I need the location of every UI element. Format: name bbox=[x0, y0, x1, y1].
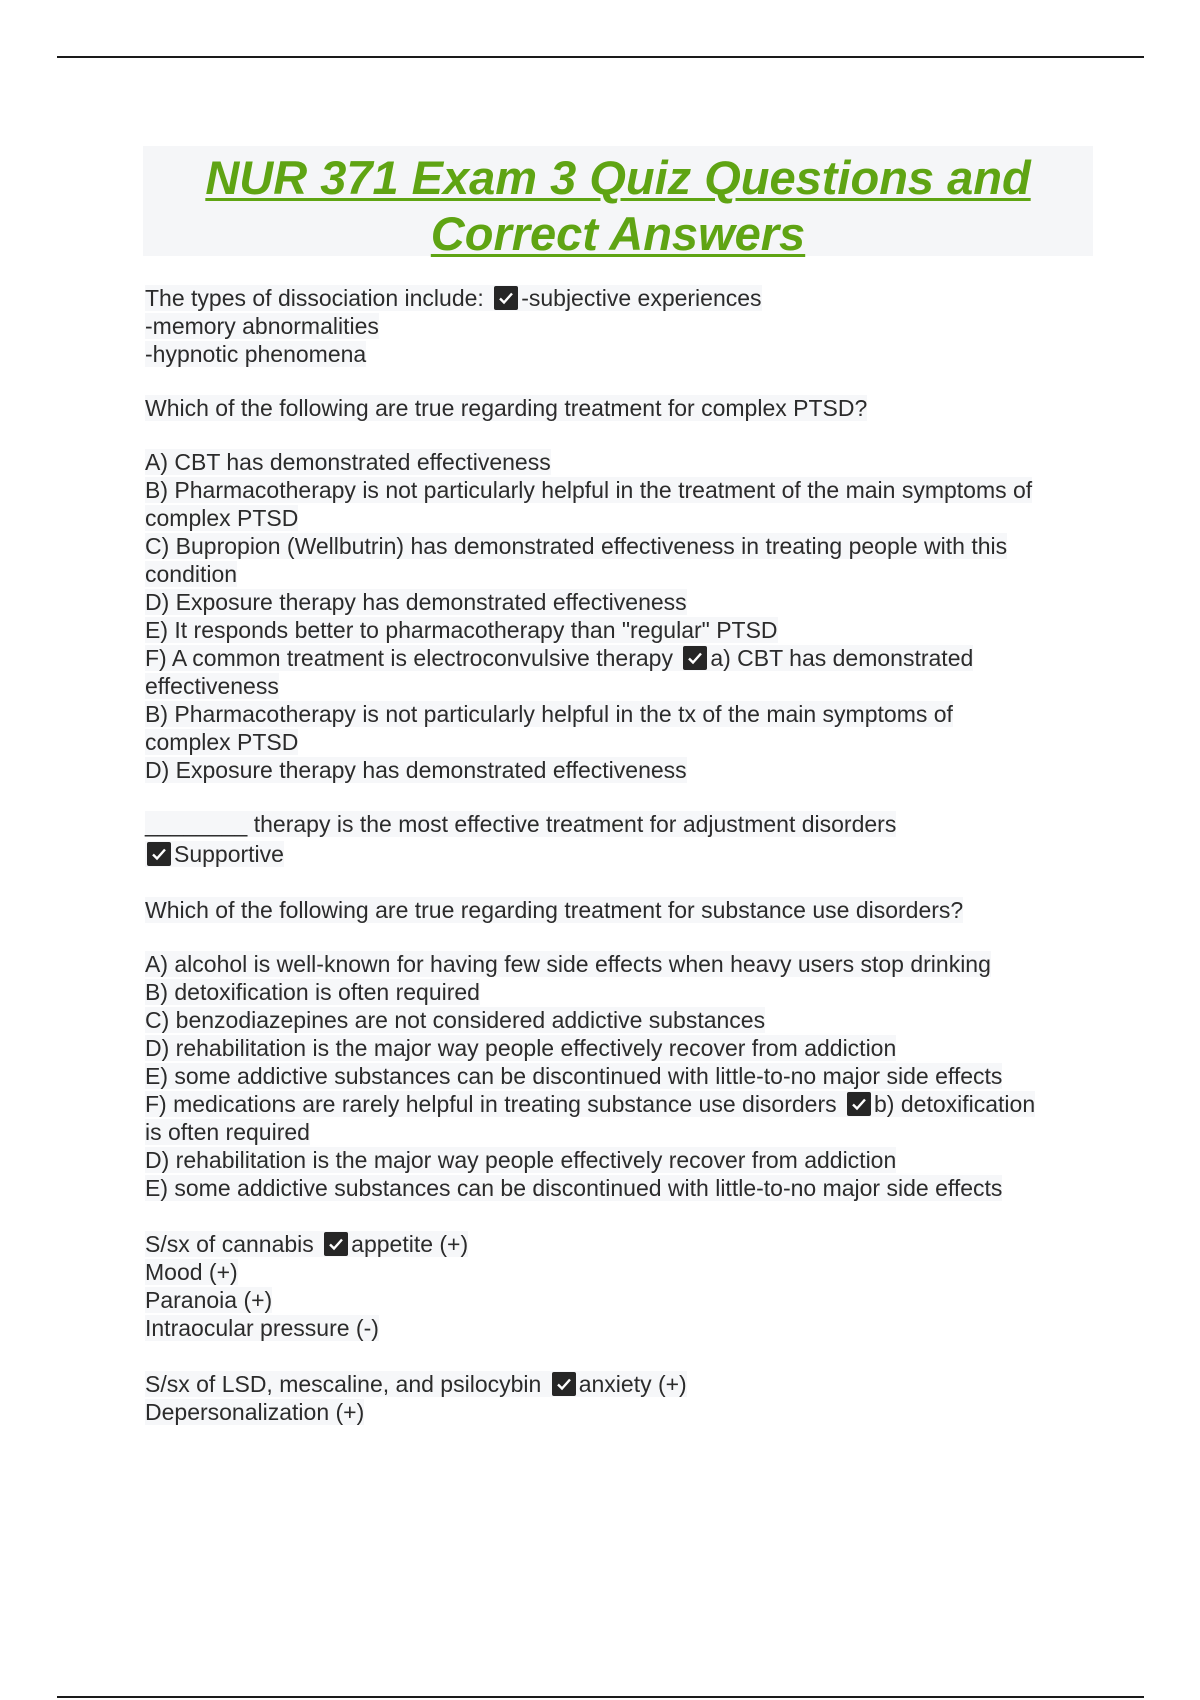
q5-answer-line: Paranoia (+) bbox=[145, 1287, 273, 1313]
q4-last-option: F) medications are rarely helpful in treating substance use disorders bbox=[145, 1091, 837, 1117]
q2-option: condition bbox=[145, 561, 238, 587]
q2-question: Which of the following are true regarding treatment for complex PTSD? bbox=[145, 395, 868, 421]
q3-answer: Supportive bbox=[174, 841, 284, 867]
q3-question: ________ therapy is the most effective treatment for adjustment disorders bbox=[145, 811, 897, 837]
title-banner bbox=[143, 146, 1093, 260]
q6-question-line bbox=[145, 1370, 1095, 1398]
q5-question: S/sx of cannabis bbox=[145, 1231, 314, 1257]
bottom-rule bbox=[57, 1696, 1144, 1698]
q4-last-option-line bbox=[145, 1090, 1095, 1118]
q2-answer-line: B) Pharmacotherapy is not particularly helpful in the tx of the main symptoms of bbox=[145, 701, 953, 727]
checkmark-icon bbox=[552, 1372, 576, 1396]
q4-option: C) benzodiazepines are not considered addictive substances bbox=[145, 1007, 766, 1033]
q6-answer-line: Depersonalization (+) bbox=[145, 1399, 365, 1425]
q1-answer-line: -hypnotic phenomena bbox=[145, 341, 367, 367]
q2-answer-line: effectiveness bbox=[145, 673, 279, 699]
checkmark-icon bbox=[847, 1092, 871, 1116]
title-line-1: NUR 371 Exam 3 Quiz Questions and bbox=[205, 151, 1031, 204]
q6-question: S/sx of LSD, mescaline, and psilocybin bbox=[145, 1371, 542, 1397]
q5-answer-line: Intraocular pressure (-) bbox=[145, 1315, 379, 1341]
q5-answer-first: appetite (+) bbox=[351, 1231, 469, 1257]
checkmark-icon bbox=[147, 842, 171, 866]
q4-answer-line: E) some addictive substances can be discontinued with little-to-no major side effects bbox=[145, 1175, 1003, 1201]
q2-option: B) Pharmacotherapy is not particularly helpful in the treatment of the main symptoms of bbox=[145, 477, 1033, 503]
qa-content bbox=[145, 284, 1095, 1426]
checkmark-icon bbox=[494, 286, 518, 310]
q2-answer-line: complex PTSD bbox=[145, 729, 299, 755]
q4-answer-first: b) detoxification bbox=[874, 1091, 1036, 1117]
q2-option: A) CBT has demonstrated effectiveness bbox=[145, 449, 551, 475]
q2-answer-first: a) CBT has demonstrated bbox=[710, 645, 974, 671]
q2-option: E) It responds better to pharmacotherapy than "regular" PTSD bbox=[145, 617, 778, 643]
q1-answer-line: -memory abnormalities bbox=[145, 313, 379, 339]
q6-answer-first: anxiety (+) bbox=[578, 1371, 687, 1397]
q2-option: C) Bupropion (Wellbutrin) has demonstrated effectiveness in treating people with this bbox=[145, 533, 1008, 559]
q2-answer-line: D) Exposure therapy has demonstrated effectiveness bbox=[145, 757, 687, 783]
q3-answer-line bbox=[145, 838, 1095, 870]
q4-option: D) rehabilitation is the major way people effectively recover from addiction bbox=[145, 1035, 897, 1061]
checkmark-icon bbox=[683, 646, 707, 670]
q5-answer-line: Mood (+) bbox=[145, 1259, 238, 1285]
top-rule bbox=[57, 56, 1144, 58]
q4-option: E) some addictive substances can be discontinued with little-to-no major side effects bbox=[145, 1063, 1003, 1089]
q2-option: D) Exposure therapy has demonstrated effectiveness bbox=[145, 589, 687, 615]
q2-last-option-line bbox=[145, 644, 1095, 672]
q4-question: Which of the following are true regarding treatment for substance use disorders? bbox=[145, 897, 964, 923]
checkmark-icon bbox=[324, 1232, 348, 1256]
q4-option: B) detoxification is often required bbox=[145, 979, 480, 1005]
q2-last-option: F) A common treatment is electroconvulsive therapy bbox=[145, 645, 673, 671]
q1-answer-first: -subjective experiences bbox=[521, 285, 762, 311]
q4-answer-line: D) rehabilitation is the major way people effectively recover from addiction bbox=[145, 1147, 897, 1173]
q4-option: A) alcohol is well-known for having few side effects when heavy users stop drinking bbox=[145, 951, 991, 977]
q4-answer-line: is often required bbox=[145, 1119, 310, 1145]
title-line-2: Correct Answers bbox=[430, 207, 806, 260]
q2-option: complex PTSD bbox=[145, 505, 299, 531]
page-title bbox=[143, 146, 1093, 262]
q5-question-line bbox=[145, 1230, 1095, 1258]
q1-question-line bbox=[145, 284, 1095, 312]
q1-question: The types of dissociation include: bbox=[145, 285, 484, 311]
